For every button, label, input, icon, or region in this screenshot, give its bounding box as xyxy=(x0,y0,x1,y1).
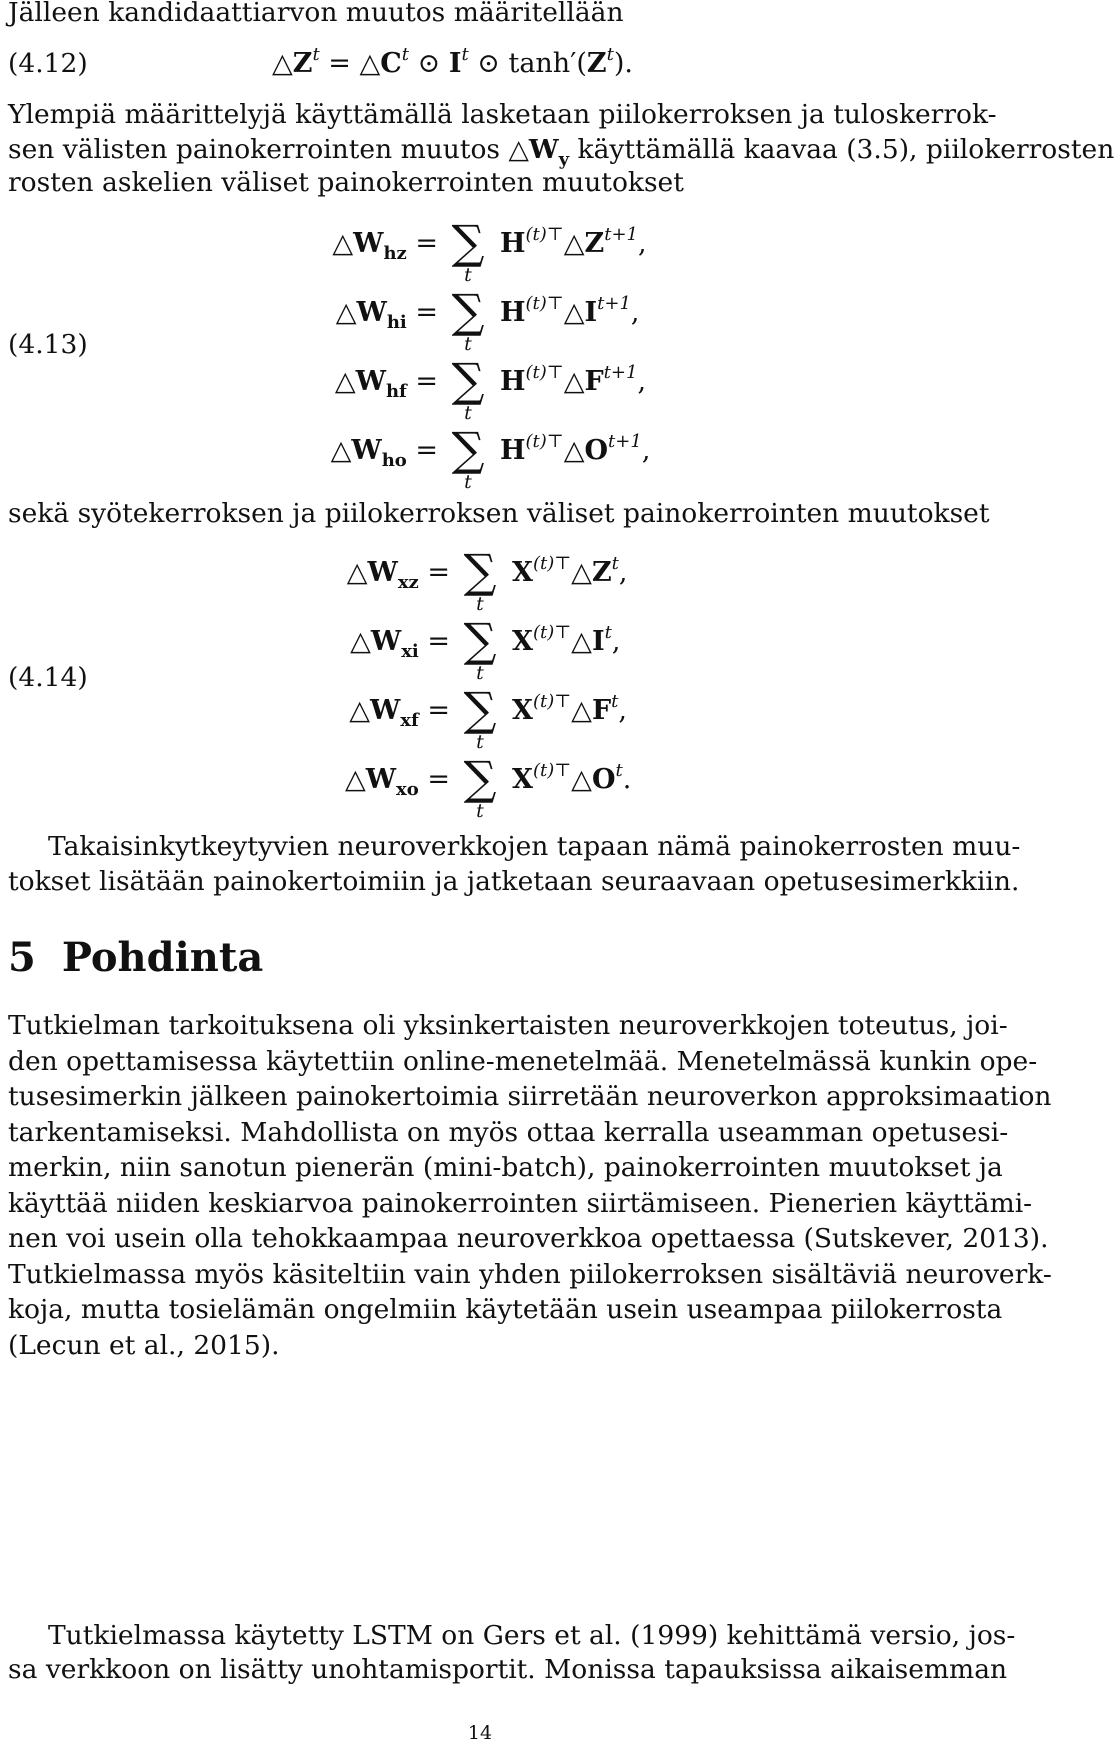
summation-sign: ∑ t xyxy=(451,353,485,424)
summation-sign: ∑ t xyxy=(463,544,497,615)
equation-rhs: $H^{(t)⊤}\triangle F^{t+1}$, xyxy=(500,362,647,397)
delta-symbol: △ xyxy=(335,297,357,328)
equation-rhs: $X^{(t)⊤}\triangle O^t$. xyxy=(512,760,632,795)
paragraph-line: koja, mutta tosielämän ongelmiin käytetään usein useampaa piilokerrosta xyxy=(8,1294,1003,1325)
equation-lhs: $\triangle W_{hi}$ = xyxy=(335,297,438,333)
summation-sign: ∑ t xyxy=(451,284,485,355)
paragraph-line: tarkentamiseksi. Mahdollista on myös ottaa kerralla useamman opetusesi- xyxy=(8,1116,1009,1148)
paragraph-line: merkin, niin sanotun pienerän (mini-batch), painokerrointen muutokset ja xyxy=(8,1152,1003,1183)
section-heading xyxy=(8,934,263,982)
equation-number-4-14: (4.14) xyxy=(8,662,88,693)
paragraph-line: Takaisinkytkeytyvien neuroverkkojen tapaan nämä painokerrosten muu- xyxy=(48,831,1021,862)
summation-sign: ∑ t xyxy=(463,751,497,822)
delta-symbol: △ xyxy=(350,626,371,657)
paragraph-line: (Lecun et al., 2015). xyxy=(8,1329,280,1361)
intro-line: Jälleen kandidaattiarvon muutos määritellään xyxy=(8,0,624,28)
section-title: Pohdinta xyxy=(61,934,264,981)
summation-sign: ∑ t xyxy=(451,215,485,286)
paragraph-line: käyttää niiden keskiarvoa painokerrointen siirtämiseen. Pienerien käyttämi- xyxy=(8,1187,1033,1219)
paragraph-line: sekä syötekerroksen ja piilokerroksen väliset painokerrointen muutokset xyxy=(8,498,990,529)
delta-symbol: △ xyxy=(330,435,352,466)
equation-lhs: $\triangle W_{ho}$ = xyxy=(330,435,438,471)
paragraph-line-with-formula: sen välisten painokerrointen muutos $\triangle W_y$ käyttämällä kaavaa (3.5), piilokerrosten xyxy=(8,134,1114,170)
equation-rhs: $X^{(t)⊤}\triangle I^t$, xyxy=(512,622,621,657)
equation-rhs: $X^{(t)⊤}\triangle F^t$, xyxy=(512,691,627,726)
equation-4-12: $\triangle Z^t$ = $\triangle C^t$ ⊙ $I^t$ ⊙ $\tanh'(Z^t)$. xyxy=(272,44,633,79)
paragraph-line: tokset lisätään painokertoimiin ja jatketaan seuraavaan opetusesimerkkiin. xyxy=(8,866,1020,897)
equation-lhs: $\triangle W_{xi}$ = xyxy=(350,626,450,662)
delta-symbol: △ xyxy=(334,366,356,397)
page-number: 14 xyxy=(467,1722,493,1744)
delta-symbol: △ xyxy=(272,48,293,79)
paragraph-line: den opettamisessa käytettiin online-menetelmää. Menetelmässä kunkin ope- xyxy=(8,1045,1038,1077)
equation-lhs: $\triangle W_{hz}$ = xyxy=(332,228,438,264)
paragraph-line: nen voi usein olla tehokkaampaa neuroverkkoa opettaessa (Sutskever, 2013). xyxy=(8,1223,1049,1254)
paragraph-line: sa verkkoon on lisätty unohtamisportit. Monissa tapauksissa aikaisemman xyxy=(8,1654,1008,1685)
paragraph-line: rosten askelien väliset painokerrointen muutokset xyxy=(8,167,684,198)
paragraph-line: Tutkielmassa myös käsiteltiin vain yhden piilokerroksen sisältäviä neuroverk- xyxy=(8,1258,1052,1290)
summation-sign: ∑ t xyxy=(451,422,485,493)
equation-rhs: $H^{(t)⊤}\triangle Z^{t+1}$, xyxy=(500,224,647,259)
equation-number-4-12: (4.12) xyxy=(8,48,88,79)
equation-rhs: $H^{(t)⊤}\triangle I^{t+1}$, xyxy=(500,293,640,328)
equation-lhs: $\triangle W_{hf}$ = xyxy=(334,366,438,402)
paragraph-line: Tutkielman tarkoituksena oli yksinkertaisten neuroverkkojen toteutus, joi- xyxy=(8,1010,1008,1041)
paragraph-line: tusesimerkin jälkeen painokertoimia siirretään neuroverkon approksimaation xyxy=(8,1081,1052,1112)
equation-lhs: $\triangle W_{xo}$ = xyxy=(344,764,450,800)
equation-number-4-13: (4.13) xyxy=(8,329,88,360)
delta-symbol: △ xyxy=(346,557,368,588)
paragraph-line: Ylempiä määrittelyjä käyttämällä lasketaan piilokerroksen ja tuloskerrok- xyxy=(8,99,997,130)
delta-symbol: △ xyxy=(332,228,354,259)
equation-rhs: $X^{(t)⊤}\triangle Z^t$, xyxy=(512,553,628,588)
paragraph-line: Tutkielmassa käytetty LSTM on Gers et al. (1999) kehittämä versio, jos- xyxy=(48,1620,1016,1651)
delta-symbol: △ xyxy=(349,695,370,726)
summation-sign: ∑ t xyxy=(463,682,497,753)
equation-rhs: $H^{(t)⊤}\triangle O^{t+1}$, xyxy=(500,431,651,466)
summation-sign: ∑ t xyxy=(463,613,497,684)
section-number: 5 xyxy=(8,934,36,981)
equation-lhs: $\triangle W_{xz}$ = xyxy=(346,557,450,593)
equation-lhs: $\triangle W_{xf}$ = xyxy=(349,695,450,731)
delta-symbol: △ xyxy=(344,764,366,795)
